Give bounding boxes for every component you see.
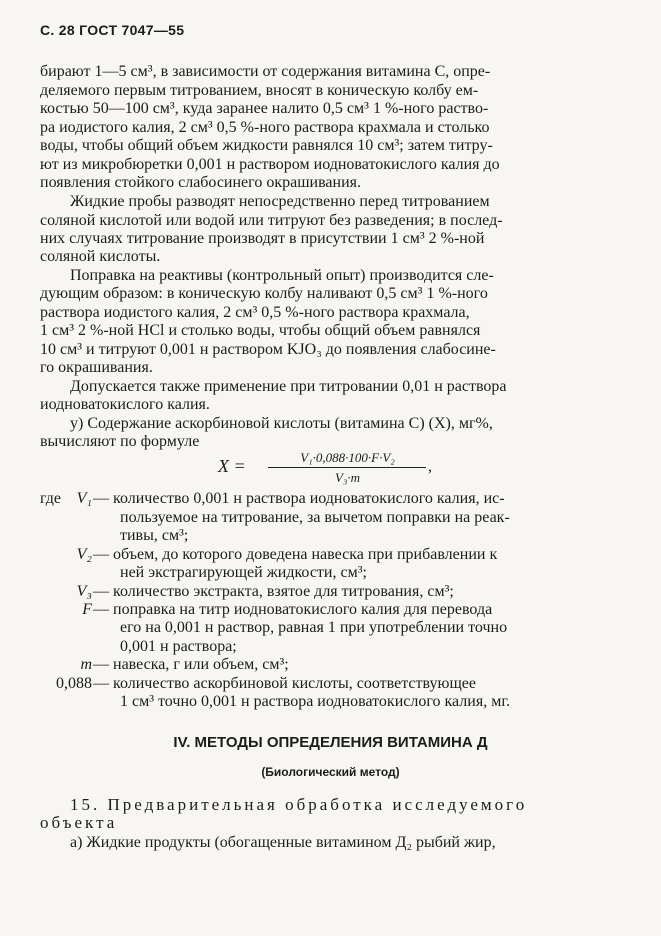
section-title: IV. МЕТОДЫ ОПРЕДЕЛЕНИЯ ВИТАМИНА Д — [173, 734, 488, 751]
fraction-bar — [268, 467, 426, 468]
text-line: них случаях титрование производят в присутствии 1 см³ 2 %-ной — [40, 230, 485, 247]
where-label: где — [40, 490, 62, 507]
def-line: — навеска, г или объем, см³; — [93, 656, 289, 673]
def-line: тивы, см³; — [120, 527, 189, 544]
def-line: — количество экстракта, взятое для титрования, см³; — [93, 583, 454, 600]
text-line: а) Жидкие продукты (обогащенные витамином Д₂ рыбий жир, — [70, 834, 496, 851]
def-symbol: V₁ — [76, 490, 92, 507]
item-heading: объекта — [40, 813, 118, 832]
text-line: иодноватокислого калия. — [40, 396, 210, 413]
text-line — [40, 63, 613, 81]
text-line: деляемого первым титрованием, вносят в коническую колбу ем- — [40, 82, 479, 99]
text-line: соляной кислотой или водой или титруют без разведения; в послед- — [40, 212, 503, 229]
formula-comma: , — [428, 458, 432, 475]
text-line: раствора иодистого калия, 2 см³ 0,5 %-ного раствора крахмала, — [40, 304, 470, 321]
def-symbol: V₃ — [76, 583, 92, 600]
text-line: у) Содержание аскорбиновой кислоты (витамина С) (X), мг%, — [70, 415, 493, 432]
text-line: костью 50—100 см³, куда заранее налито 0,5 см³ 1 %-ного раство- — [40, 100, 489, 117]
text: бирают 1—5 см³, в зависимости от содержания витамина С, опре- — [40, 63, 491, 80]
text-line: дующим образом: в коническую колбу наливают 0,5 см³ 1 %-ного — [40, 285, 488, 302]
def-symbol: F — [82, 601, 92, 618]
section-subtitle: (Биологический метод) — [261, 765, 400, 779]
def-line: пользуемое на титрование, за вычетом поправки на реак- — [120, 509, 510, 526]
text-line: ют из микробюретки 0,001 н раствором иодноватокислого калия до — [40, 156, 500, 173]
text-line: го окрашивания. — [40, 359, 153, 376]
text-line: Допускается также применение при титровании 0,01 н раствора — [70, 378, 507, 395]
text-line: соляной кислоты. — [40, 248, 161, 265]
def-line: — количество аскорбиновой кислоты, соответствующее — [93, 675, 476, 692]
def-symbol: 0,088 — [56, 675, 92, 692]
text-line: 1 см³ 2 %-ной HCl и столько воды, чтобы общий объем равнялся — [40, 322, 481, 339]
text-line: 10 см³ и титруют 0,001 н раствором KJO₃ до появления слабосине- — [40, 341, 496, 358]
item-heading: 15. Предварительная обработка исследуемого — [70, 795, 528, 814]
def-line: 0,001 н раствора; — [120, 638, 237, 655]
def-line: — количество 0,001 н раствора иодноватокислого калия, ис- — [93, 490, 505, 507]
page-header: С. 28 ГОСТ 7047—55 — [40, 22, 185, 38]
def-symbol: m — [80, 656, 92, 673]
text-line: появления стойкого слабосинего окрашивания. — [40, 174, 362, 191]
def-symbol: V₂ — [76, 546, 92, 563]
formula — [218, 446, 438, 492]
text-line: Поправка на реактивы (контрольный опыт) производится сле- — [70, 267, 494, 284]
text-line: воды, чтобы общий объем жидкости равнялся 10 см³; затем титру- — [40, 137, 493, 154]
def-line: 1 см³ точно 0,001 н раствора иодноватокислого калия, мг. — [120, 693, 511, 710]
text-line: ра иодистого калия, 2 см³ 0,5 %-ного раствора крахмала и столько — [40, 119, 490, 136]
text-line: вычисляют по формуле — [40, 433, 200, 450]
formula-numerator: V₁·0,088·100·F·V₂ — [300, 450, 395, 465]
def-line: — объем, до которого доведена навеска при прибавлении к — [93, 546, 498, 563]
def-line: его на 0,001 н раствор, равная 1 при употреблении точно — [120, 619, 508, 636]
formula-denominator: V₃·m — [334, 470, 361, 485]
def-line: ней экстрагирующей жидкости, см³; — [120, 564, 367, 581]
def-line: — поправка на титр иодноватокислого калия для перевода — [93, 601, 493, 618]
formula-lhs: X = — [218, 456, 246, 476]
text-line: Жидкие пробы разводят непосредственно перед титрованием — [70, 193, 490, 210]
